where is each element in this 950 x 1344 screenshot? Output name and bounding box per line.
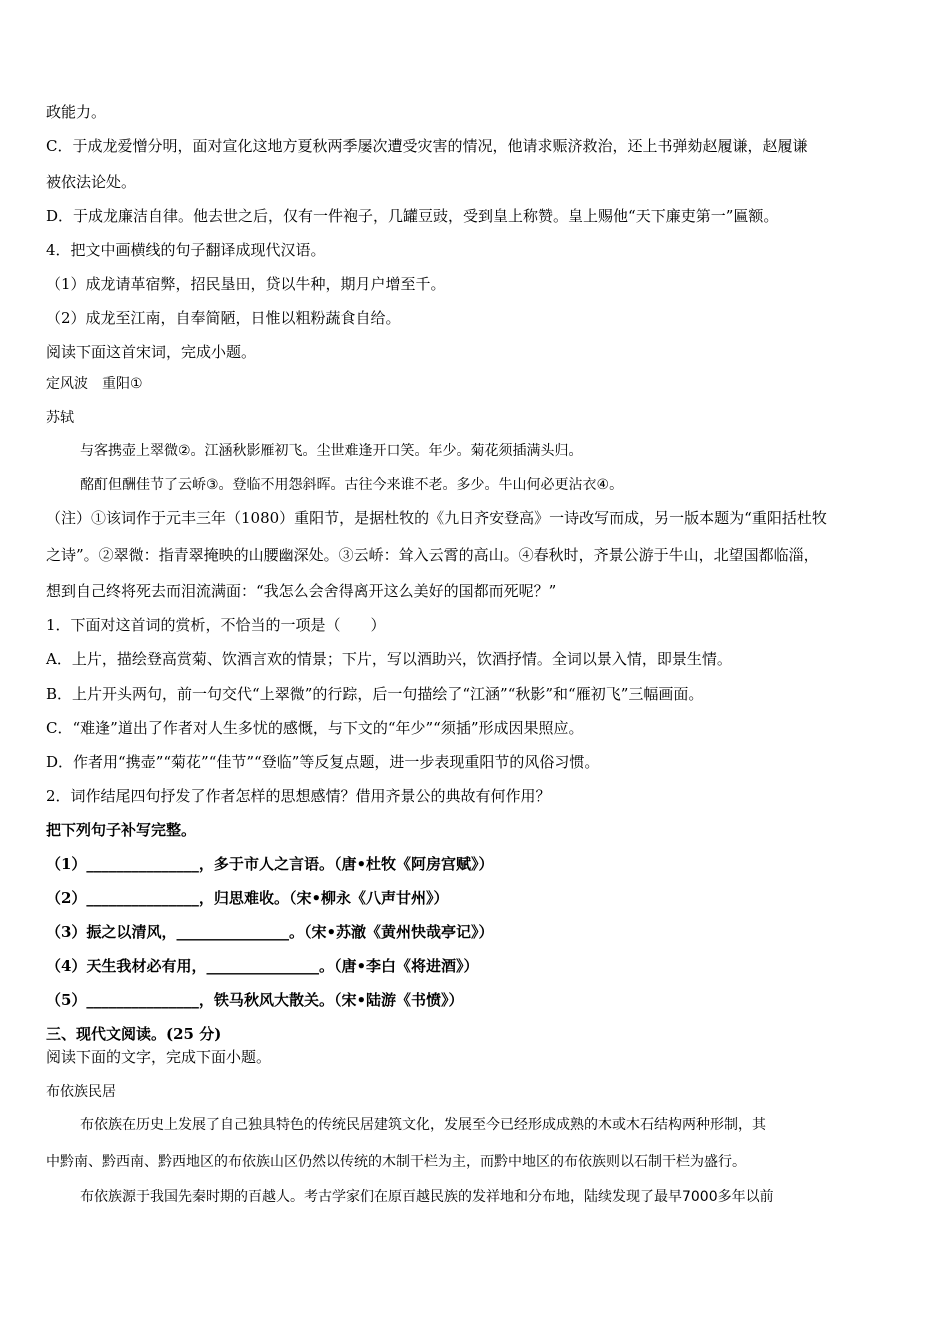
text-line: （1）成龙请革宿弊，招民垦田，贷以牛种，期月户增至千。 (46, 275, 446, 293)
poem-line: 与客携壶上翠微②。江涵秋影雁初飞。尘世难逢开口笑。年少。菊花须插满头归。 (80, 443, 583, 459)
option-line: C．“难逢”道出了作者对人生多忧的感慨，与下文的“年少”“须插”形成因果照应。 (46, 719, 584, 737)
section-heading: 三、现代文阅读。(25 分) (46, 1025, 222, 1043)
note-line: （注）①该词作于元丰三年（1080）重阳节，是据杜牧的《九日齐安登高》一诗改写而成，另一版本题为“重阳括杜牧 (46, 509, 827, 527)
instruction-line: 阅读下面的文字，完成下面小题。 (46, 1048, 272, 1066)
instruction-line: 阅读下面这首宋词，完成小题。 (46, 343, 257, 361)
poem-line: 酩酊但酬佳节了云峤③。登临不用怨斜晖。古往今来谁不老。多少。牛山何必更沾衣④。 (80, 477, 624, 493)
fill-in-line: （3）振之以清风，_______________。（宋•苏澈《黄州快哉亭记》） (46, 923, 494, 941)
question-heading: 2．词作结尾四句抒发了作者怎样的思想感情？借用齐景公的典故有何作用？ (46, 787, 551, 805)
fill-in-line: （5）_______________，铁马秋风大散关。（宋•陆游《书愤》） (46, 991, 464, 1009)
option-line: D．作者用“携壶”“菊花”“佳节”“登临”等反复点题，进一步表现重阳节的风俗习惯。 (46, 753, 600, 771)
fill-in-line: （2）_______________，归思难收。（宋•柳永《八声甘州》） (46, 889, 449, 907)
text-line: （2）成龙至江南，自奉简陋，日惟以粗粉蔬食自给。 (46, 309, 401, 327)
option-line: B．上片开头两句，前一句交代“上翠微”的行踪，后一句描绘了“江涵”“秋影”和“雁初飞”三幅画面。 (46, 685, 704, 703)
text-line: 政能力。 (46, 103, 107, 121)
option-line: A．上片，描绘登高赏菊、饮酒言欢的情景；下片，写以酒助兴，饮酒抒情。全词以景入情，即景生情。 (46, 650, 732, 668)
article-paragraph: 布依族在历史上发展了自己独具特色的传统民居建筑文化，发展至今已经形成成熟的木或木石结构两种形制，其 (80, 1117, 766, 1133)
article-title: 布依族民居 (46, 1084, 116, 1100)
question-heading: 4．把文中画横线的句子翻译成现代汉语。 (46, 241, 326, 259)
note-line: 之诗”。②翠微：指青翠掩映的山腰幽深处。③云峤：耸入云霄的高山。④春秋时，齐景公游于牛山，北望国都临淄， (46, 546, 819, 564)
text-line: 被依法论处。 (46, 173, 137, 191)
section-heading: 把下列句子补写完整。 (46, 821, 197, 839)
poem-author: 苏轼 (46, 410, 74, 426)
article-paragraph: 中黔南、黔西南、黔西地区的布依族山区仍然以传统的木制干栏为主，而黔中地区的布依族则以石制干栏为盛行。 (46, 1154, 746, 1170)
text-line: C．于成龙爱憎分明，面对宣化这地方夏秋两季屡次遭受灾害的情况，他请求赈济救治，还上书弹劾赵履谦，赵履谦 (46, 137, 808, 155)
poem-title: 定风波 重阳① (46, 376, 143, 392)
fill-in-line: （1）_______________，多于市人之言语。（唐•杜牧《阿房宫赋》） (46, 855, 494, 873)
text-line: D．于成龙廉洁自律。他去世之后，仅有一件袍子，几罐豆豉，受到皇上称赞。皇上赐他“天下廉吏第一”匾额。 (46, 207, 779, 225)
note-line: 想到自己终将死去而泪流满面：“我怎么会舍得离开这么美好的国都而死呢？” (46, 582, 557, 600)
fill-in-line: （4）天生我材必有用，_______________。（唐•李白《将进酒》） (46, 957, 479, 975)
question-heading: 1．下面对这首词的赏析，不恰当的一项是（ ） (46, 616, 386, 634)
article-paragraph: 布依族源于我国先秦时期的百越人。考古学家们在原百越民族的发祥地和分布地，陆续发现了最早7000多年以前 (80, 1189, 774, 1205)
